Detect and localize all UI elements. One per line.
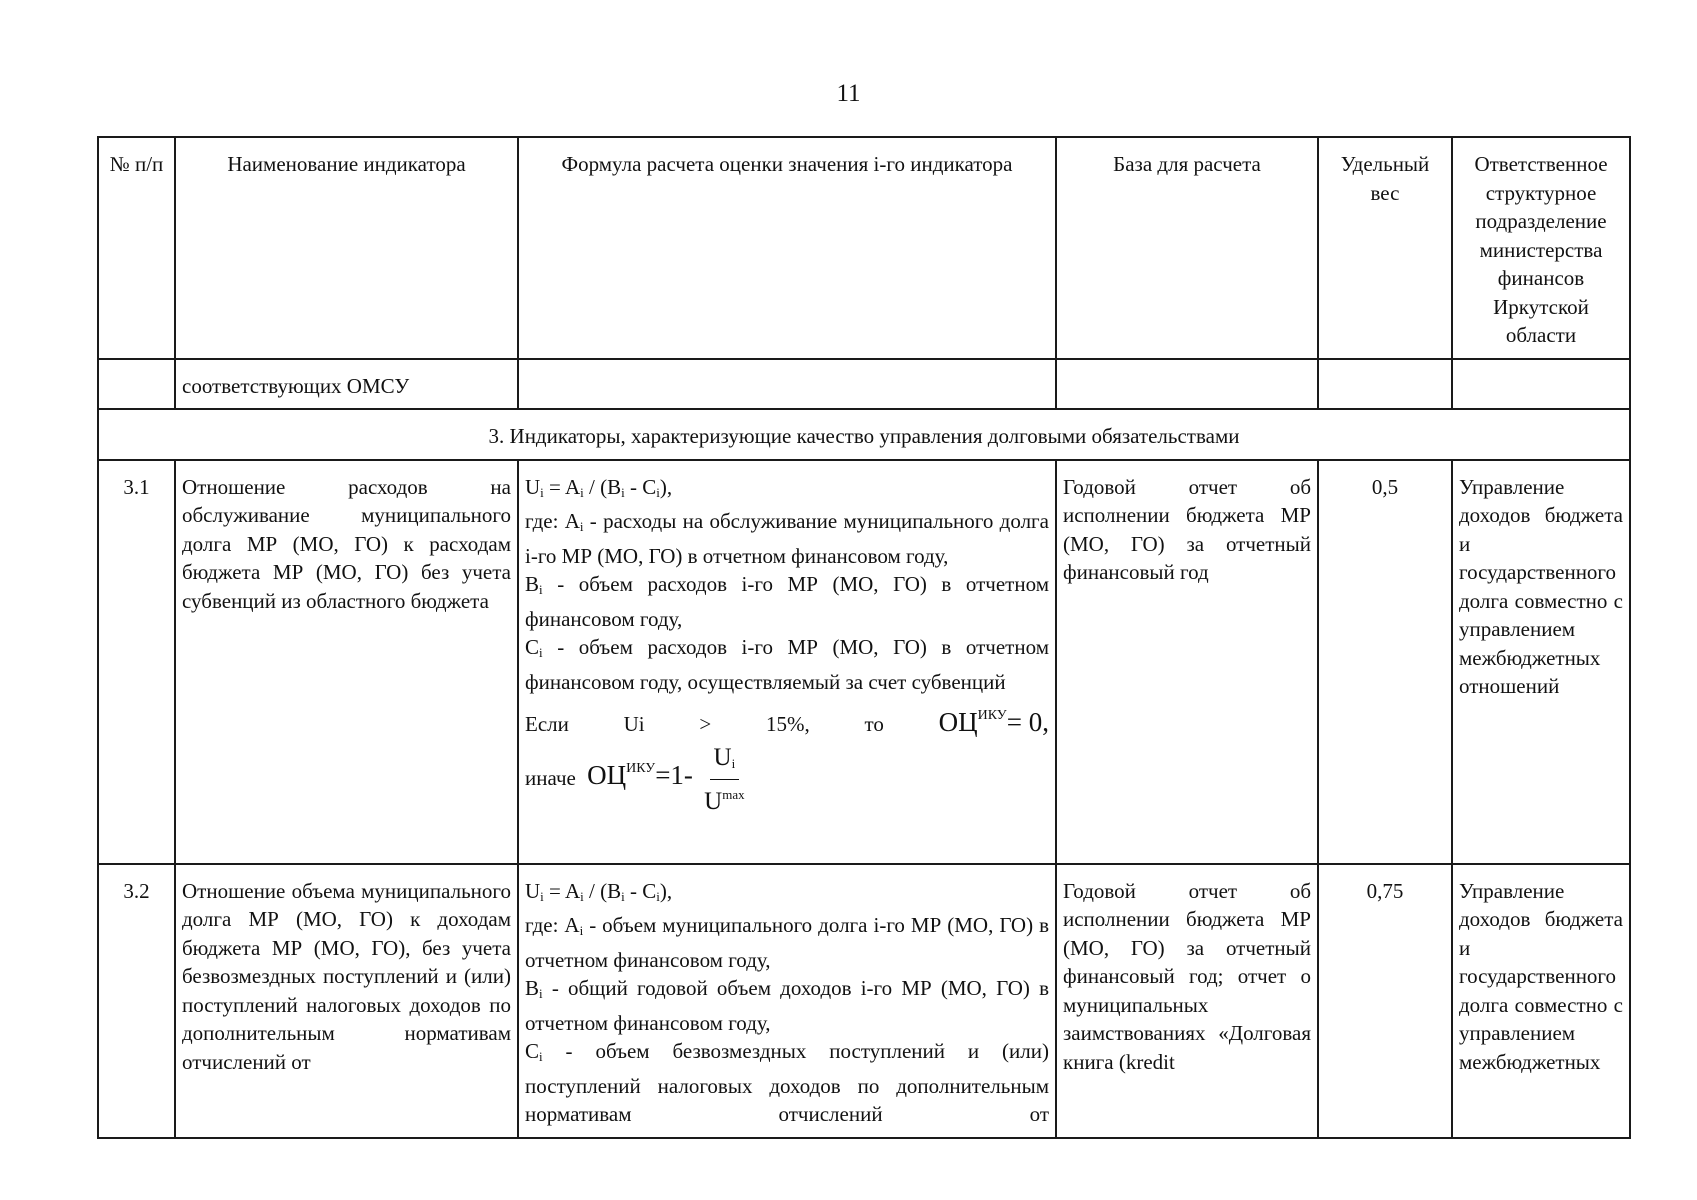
header-num: № п/п	[98, 137, 175, 359]
formula-where-a: где: $A_i$ - объем муниципального долга i-го МР (МО, ГО) в отчетном финансовом году,	[525, 913, 1050, 972]
cell-indicator-name: Отношение объема муниципального долга МР (МО, ГО) к доходам бюджета МР (МО, ГО), без учета безвозмездных поступлений и (или) поступлений налоговых доходов по дополнительным нормативам отчислений от	[175, 864, 518, 1138]
formula-main: $U_i = A_i / (B_i - C_i)$,	[525, 474, 673, 500]
table-row-3-2	[98, 864, 1630, 1138]
cell-empty	[98, 359, 175, 410]
cell-num: 3.1	[98, 460, 175, 864]
formula-where-b: $B_i$ - общий годовой объем доходов i-го МР (МО, ГО) в отчетном финансовом году,	[525, 976, 1049, 1035]
cell-continued-name: соответствующих ОМСУ	[175, 359, 518, 410]
section-title: 3. Индикаторы, характеризующие качество управления долговыми обязательствами	[98, 409, 1630, 460]
header-weight: Удельный вес	[1318, 137, 1452, 359]
formula-where-b: $B_i$ - объем расходов i-го МР (МО, ГО) в отчетном финансовом году,	[525, 572, 1049, 631]
cell-base: Годовой отчет об исполнении бюджета МР (МО, ГО) за отчетный финансовый год; отчет о муниципальных заимствованиях «Долговая книга (kredit	[1056, 864, 1318, 1138]
cell-empty	[518, 359, 1056, 410]
formula-main: $U_i = A_i / (B_i - C_i)$,	[525, 878, 673, 904]
header-name: Наименование индикатора	[175, 137, 518, 359]
cell-empty	[1318, 359, 1452, 410]
section-row	[98, 409, 1630, 460]
formula-fraction: $\frac{U_i}{U^{max}}$	[704, 743, 745, 815]
cell-num: 3.2	[98, 864, 175, 1138]
cell-dept: Управление доходов бюджета и государственного долга совместно с управлением межбюджетных	[1452, 864, 1630, 1138]
header-dept: Ответственное структурное подразделение министерства финансов Иркутской области	[1452, 137, 1630, 359]
cell-dept: Управление доходов бюджета и государственного долга совместно с управлением межбюджетных отношений	[1452, 460, 1630, 864]
formula-where-c: $C_i$ - объем безвозмездных поступлений и (или) поступлений налоговых доходов по дополнительным нормативам отчислений от	[525, 1039, 1049, 1126]
cell-empty	[1056, 359, 1318, 410]
table-row-3-1	[98, 460, 1630, 864]
cell-weight: 0,5	[1318, 460, 1452, 864]
indicators-table	[97, 136, 1631, 1139]
cell-indicator-name: Отношение расходов на обслуживание муниципального долга МР (МО, ГО) к расходам бюджета МР (МО, ГО) без учета субвенций из областного бюджета	[175, 460, 518, 864]
cell-formula	[518, 864, 1056, 1138]
formula-if-line: Если Ui > 15%, то $ОЦ^{ИКУ}= 0$,	[525, 707, 1049, 737]
table-row-continued	[98, 359, 1630, 410]
cell-weight: 0,75	[1318, 864, 1452, 1138]
header-formula: Формула расчета оценки значения i-го индикатора	[518, 137, 1056, 359]
formula-else-line: иначе $ОЦ^{ИКУ}=1-$ $\frac{U_i}{U^{max}}$	[525, 743, 1049, 817]
formula-where-c: $C_i$ - объем расходов i-го МР (МО, ГО) в отчетном финансовом году, осуществляемый за счет субвенций	[525, 635, 1049, 694]
table-header-row	[98, 137, 1630, 359]
page-number: 11	[836, 80, 861, 107]
cell-base: Годовой отчет об исполнении бюджета МР (МО, ГО) за отчетный финансовый год	[1056, 460, 1318, 864]
formula-where-a: где: $A_i$ - расходы на обслуживание муниципального долга i-го МР (МО, ГО) в отчетном финансовом году,	[525, 509, 1049, 568]
cell-formula	[518, 460, 1056, 864]
cell-empty	[1452, 359, 1630, 410]
header-base: База для расчета	[1056, 137, 1318, 359]
